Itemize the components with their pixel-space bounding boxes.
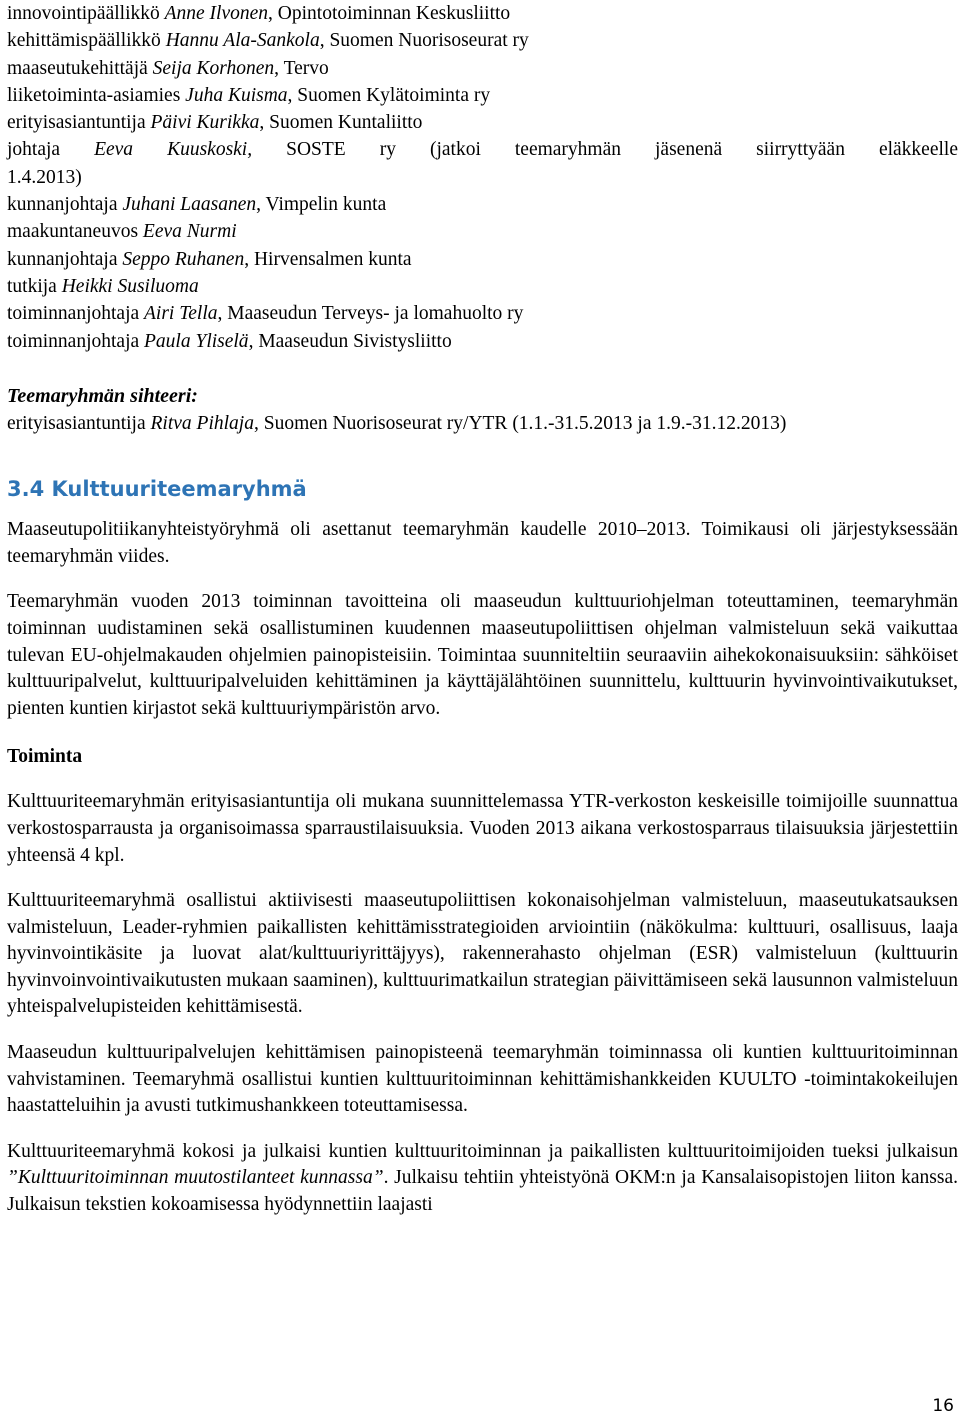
member-org: , Vimpelin kunta	[256, 194, 387, 216]
section-heading	[7, 475, 958, 503]
page-number: 16	[932, 1396, 954, 1416]
member-title: maakuntaneuvos	[7, 221, 143, 243]
word: johtaja	[7, 139, 61, 161]
paragraph-intro: Maaseutupolitiikanyhteistyöryhmä oli asettanut teemaryhmän kaudelle 2010–2013. Toimikausi oli järjestyksessään teemaryhmän viides.	[7, 519, 958, 567]
secretary-name: Ritva Pihlaja	[150, 412, 254, 434]
toiminta-heading: Toiminta	[7, 746, 83, 768]
word: jäsenenä	[655, 139, 723, 161]
member-line	[7, 0, 958, 27]
member-name: Paula Yliselä	[144, 330, 249, 352]
word: ry	[379, 139, 396, 161]
member-line	[7, 109, 958, 136]
member-name: Anne Ilvonen	[164, 3, 269, 24]
member-title: toiminnanjohtaja	[7, 330, 145, 352]
member-org: , Suomen Nuorisoseurat ry	[319, 30, 529, 52]
document-page	[7, 0, 958, 1219]
publication-text: . Julkaisu tehtiin yhteistyönä OKM:n ja Kansalaisopistojen liiton kanssa. Julkaisun tekstien kokoamisessa hyödynnettiin laajasti	[7, 1167, 958, 1216]
member-org: , Maaseudun Sivistysliitto	[248, 330, 452, 352]
secretary-line	[7, 410, 958, 437]
member-line	[7, 82, 958, 109]
section-number: 3.4	[7, 477, 45, 502]
member-name: Heikki Susiluoma	[61, 275, 199, 297]
member-org: , Tervo	[274, 57, 329, 79]
member-name: Hannu Ala-Sankola	[165, 30, 320, 52]
member-title: toiminnanjohtaja	[7, 303, 145, 325]
paragraph-participation: Kulttuuriteemaryhmä osallistui aktiivisesti maaseutupoliittisen kokonaisohjelman valmisteluun, maaseutukatsauksen valmisteluun, Leader-ryhmien paikallisten kehittämisstrategioiden arviointiin (näkökulma: kulttuuri, osallisuus, laaja hyvinvointikäsite ja luovat alat/kulttuuriyrittäjyys), rakennerahasto ohjelman (ESR) valmisteluun (kulttuurin hyvinvoinvointivaikutusten mukaan saaminen), kulttuurimatkailun strategian päivittämiseen sekä lausunnon valmisteluun yhteispalvelupisteiden kehittämisestä.	[7, 890, 958, 1018]
word: SOSTE	[286, 139, 346, 161]
secretary-org: , Suomen Nuorisoseurat ry/YTR (1.1.-31.5.2013 ja 1.9.-31.12.2013)	[253, 412, 787, 434]
member-org: , Hirvensalmen kunta	[244, 248, 412, 270]
publication-text: Kulttuuriteemaryhmä kokosi ja julkaisi kuntien kulttuuritoiminnan ja paikallisten kulttuuritoimijoiden tueksi julkaisun	[7, 1140, 958, 1162]
paragraph-goals: Teemaryhmän vuoden 2013 toiminnan tavoitteina oli maaseudun kulttuuriohjelman toteuttaminen, teemaryhmän toiminnan uudistaminen sekä osallistuminen kuudennen maaseutupoliittisen ohjelman valmisteluun sekä vaikuttaa tulevan EU-ohjelmakauden ohjelmien painopisteisiin. Toimintaa suunniteltiin seuraaviin aihekokonaisuuksiin: sähköiset kulttuuripalvelut, kulttuuripalveluiden kehittäminen ja käyttäjälähtöinen suunnittelu, kulttuurin hyvinvointivaikutukset, pienten kuntien kirjastot sekä kulttuuriympäristön arvo.	[7, 591, 958, 719]
member-name: Päivi Kurikka	[150, 112, 260, 134]
member-name: Seppo Ruhanen	[122, 248, 245, 270]
member-org: , Suomen Kylätoiminta ry	[287, 84, 491, 106]
member-line	[7, 191, 958, 218]
publication-title: ”Kulttuuritoiminnan muutostilanteet kunnassa”	[7, 1167, 384, 1189]
member-name: Eeva Nurmi	[142, 221, 237, 243]
member-title: tutkija	[7, 275, 62, 297]
member-org: , Opintotoiminnan Keskusliitto	[268, 3, 511, 24]
member-title: innovointipäällikkö	[7, 3, 165, 24]
member-name: Juha Kuisma	[185, 84, 288, 106]
secretary-heading: Teemaryhmän sihteeri:	[7, 384, 198, 407]
member-name-part: Kuuskoski,	[167, 139, 253, 161]
member-name-part: Eeva	[94, 139, 134, 161]
secretary-title: erityisasiantuntija	[7, 412, 151, 434]
word: siirryttyään	[756, 139, 845, 161]
paragraph-publication	[7, 1139, 958, 1219]
member-title: kunnanjohtaja	[7, 194, 123, 216]
paragraph-municipal: Maaseudun kulttuuripalvelujen kehittämisen painopisteenä teemaryhmän toiminnassa oli kuntien kulttuuritoiminnan vahvistaminen. Teemaryhmä osallistui kuntien kulttuuritoiminnan kehittämishankkeiden KUULTO -toimintakokeilujen haastatteluihin ja avusti tutkimushankkeen toteuttamisessa.	[7, 1042, 958, 1117]
member-org: , Suomen Kuntaliitto	[259, 112, 423, 134]
member-line	[7, 246, 958, 273]
word: teemaryhmän	[514, 139, 621, 161]
member-title: kehittämispäällikkö	[7, 30, 166, 52]
section-title: Kulttuuriteemaryhmä	[51, 477, 307, 502]
member-name: Airi Tella	[144, 303, 218, 325]
member-title: maaseutukehittäjä	[7, 57, 153, 79]
member-title: erityisasiantuntija	[7, 112, 151, 134]
member-title: liiketoiminta-asiamies	[7, 84, 186, 106]
word: (jatkoi	[429, 139, 481, 161]
member-name: Seija Korhonen	[152, 57, 275, 79]
member-line	[7, 273, 958, 300]
paragraph-network: Kulttuuriteemaryhmän erityisasiantuntija oli mukana suunnittelemassa YTR-verkoston keskeisille toimijoille suunnattua verkostosparrausta ja organisoimassa sparraustilaisuuksia. Vuoden 2013 aikana verkostosparraus tilaisuuksia järjestettiin yhteensä 4 kpl.	[7, 791, 958, 866]
member-line-continuation: 1.4.2013)	[7, 166, 82, 188]
member-line	[7, 300, 958, 327]
member-list	[7, 0, 958, 355]
member-title: kunnanjohtaja	[7, 248, 123, 270]
word: eläkkeelle	[878, 139, 958, 161]
member-name: Juhani Laasanen	[122, 194, 257, 216]
member-line	[7, 328, 958, 355]
member-line-justified	[7, 136, 958, 163]
member-line	[7, 27, 958, 54]
member-line	[7, 55, 958, 82]
member-org: , Maaseudun Terveys- ja lomahuolto ry	[217, 303, 524, 325]
member-line	[7, 218, 958, 245]
